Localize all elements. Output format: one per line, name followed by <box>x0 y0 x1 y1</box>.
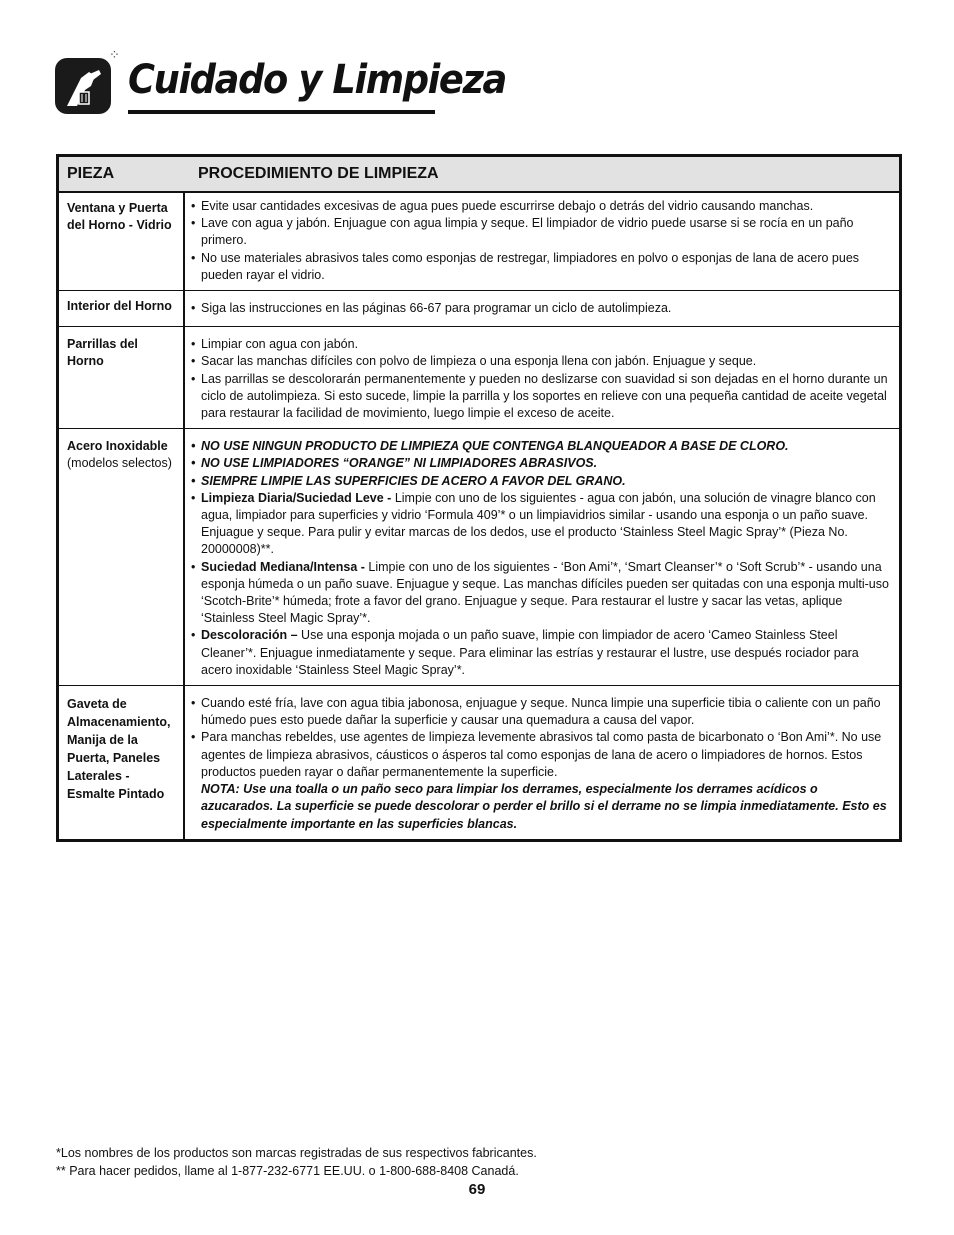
cleaning-spray-icon <box>55 58 111 114</box>
bullet-icon: • <box>191 216 196 231</box>
list-item: • Cuando esté fría, lave con agua tibia jabonosa, enjuague y seque. Nunca limpie una superficie tibia o caliente con un paño húmedo pues esto puede dañar la superficie y causar una quemadura a causa del vapor. <box>191 696 881 728</box>
list-item: • Las parrillas se descolorarán permanentemente y pueden no deslizarse con suavidad si son dejadas en el horno durante un ciclo de autolimpieza. Si esto sucede, limpie la parrilla y los soportes en relieve con una pequeña cantidad de aceite vegetal para restaurar la facilidad de movimiento, luego limpie el exceso de aceite. <box>191 371 888 421</box>
part-name: Interior del Horno <box>59 291 184 327</box>
bullet-icon: • <box>191 559 196 574</box>
list-item: • Descoloración – Use una esponja mojada o un paño suave, limpie con limpiador de acero ‘Cameo Stainless Steel Cleaner’*. Enjuague inmediatamente y seque. Para eliminar las estrías y restaurar el lustre, use después rociador para acero inoxidable ‘Stainless Steel Magic Spray’*. <box>191 628 859 677</box>
procedure-cell <box>184 686 899 839</box>
list-item: • Limpieza Diaria/Suciedad Leve - Limpie con uno de los siguientes - agua con jabón, una solución de vinagre blanco con agua, limpiador para superficies y vidrio ‘Formula 409’* o un limpiavidrios similar - usando una esponja o un paño suave. Enjuague y seque. Para pulir y evitar marcas de los dedos, use el producto ‘Stainless Steel Magic Spray’* (Pieza No. 20000008)**. <box>191 490 876 557</box>
bullet-icon: • <box>191 456 196 471</box>
footnote-trademark: *Los nombres de los productos son marcas registradas de sus respectivos fabricantes. <box>56 1146 537 1160</box>
note-text: NOTA: Use una toalla o un paño seco para limpiar los derrames, especialmente los derrames acídicos o azucarados. La superficie se puede descolorar o perder el brillo si el derrame no se limpia inmediatamente. Esto es especialmente importante en las superficies blancas. <box>201 782 887 831</box>
item-label: Suciedad Mediana/Intensa - <box>201 559 365 574</box>
list-item: • No use materiales abrasivos tales como esponjas de restregar, limpiadores en polvo o esponjas de lana de acero pues pueden rayar el vidrio. <box>191 250 860 282</box>
part-name: Acero Inoxidable <box>67 439 168 454</box>
bullet-icon: • <box>191 199 196 213</box>
list-item: • Evite usar cantidades excesivas de agua pues puede escurrirse debajo o detrás del vidrio causando manchas. <box>191 198 893 215</box>
warning-item: • NO USE NINGUN PRODUCTO DE LIMPIEZA QUE CONTENGA BLANQUEADOR A BASE DE CLORO. <box>191 438 893 455</box>
footnote-ordering: ** Para hacer pedidos, llame al 1-877-232-6771 EE.UU. o 1-800-688-8408 Canadá. <box>56 1164 519 1178</box>
bullet-icon: • <box>191 473 196 488</box>
title-underline <box>128 110 435 114</box>
procedure-cell <box>184 429 899 686</box>
bullet-icon: • <box>191 696 196 711</box>
table-row <box>59 327 899 429</box>
procedure-cell <box>184 192 899 291</box>
list-item: • Sacar las manchas difíciles con polvo de limpieza o una esponja llena con jabón. Enjuague y seque. <box>191 353 893 370</box>
list-item: • Suciedad Mediana/Intensa - Limpie con uno de los siguientes - ‘Bon Ami’*, ‘Smart Cleanser’* o ‘Soft Scrub’* - usando una esponja húmeda o un paño suave. Enjuague y seque. Las manchas difíciles pueden ser quitadas con una esponja multi-uso ‘Scotch-Brite’* húmeda; frote a favor del grano. Enjuague y seque. Para restaurar el lustre y sacar las vetas, aplique ‘Stainless Steel Magic Spray’*. <box>191 559 889 626</box>
bullet-icon: • <box>191 337 196 352</box>
part-note: (modelos selectos) <box>67 456 172 471</box>
table-row <box>59 429 899 686</box>
bullet-icon: • <box>191 301 196 316</box>
item-label: Limpieza Diaria/Suciedad Leve - <box>201 490 392 505</box>
part-name: Ventana y Puerta del Horno - Vidrio <box>67 201 172 233</box>
bullet-icon: • <box>191 490 196 505</box>
warning-item: • NO USE LIMPIADORES “ORANGE” NI LIMPIADORES ABRASIVOS. <box>191 455 893 472</box>
column-header-procedimiento: PROCEDIMIENTO DE LIMPIEZA <box>184 157 899 192</box>
warning-item: • SIEMPRE LIMPIE LAS SUPERFICIES DE ACERO A FAVOR DEL GRANO. <box>191 473 893 490</box>
column-header-pieza: PIEZA <box>59 157 184 192</box>
procedure-cell <box>184 291 899 327</box>
table-row <box>59 291 899 327</box>
part-name-cell <box>59 429 184 686</box>
bullet-icon: • <box>191 730 196 745</box>
bullet-icon: • <box>191 628 196 643</box>
list-item: • Limpiar con agua con jabón. <box>191 336 893 353</box>
table-row <box>59 192 899 291</box>
spray-mist-icon: ⁘ <box>109 48 120 63</box>
bullet-icon: • <box>191 371 196 386</box>
item-label: Descoloración – <box>201 628 298 643</box>
page-number: 69 <box>468 1181 486 1198</box>
list-item: • Lave con agua y jabón. Enjuague con agua limpia y seque. El limpiador de vidrio puede usarse si se rocía en un paño primero. <box>191 216 854 248</box>
table-row <box>59 686 899 839</box>
cleaning-table <box>56 154 902 842</box>
procedure-cell <box>184 327 899 429</box>
part-name: Gaveta de Almacenamiento, Manija de la Puerta, Paneles Laterales - Esmalte Pintado <box>59 686 184 839</box>
table-header-row <box>59 157 899 192</box>
list-item: • Siga las instrucciones en las páginas 66-67 para programar un ciclo de autolimpieza. <box>191 300 893 317</box>
bullet-icon: • <box>191 439 196 454</box>
list-item: • Para manchas rebeldes, use agentes de limpieza levemente abrasivos tal como pasta de bicarbonato o ‘Bon Ami’*. No use agentes de limpieza abrasivos, cáusticos o ásperos tal como esponjas de lana de acero o limpiadores de hornos. Estos productos pueden rayar o dañar permanentemente la superficie. <box>191 730 882 779</box>
footnotes <box>56 1144 537 1180</box>
page-title: Cuidado y Limpieza <box>128 57 506 103</box>
bullet-icon: • <box>191 354 196 369</box>
part-name: Parrillas del Horno <box>59 327 184 429</box>
bullet-icon: • <box>191 250 196 265</box>
